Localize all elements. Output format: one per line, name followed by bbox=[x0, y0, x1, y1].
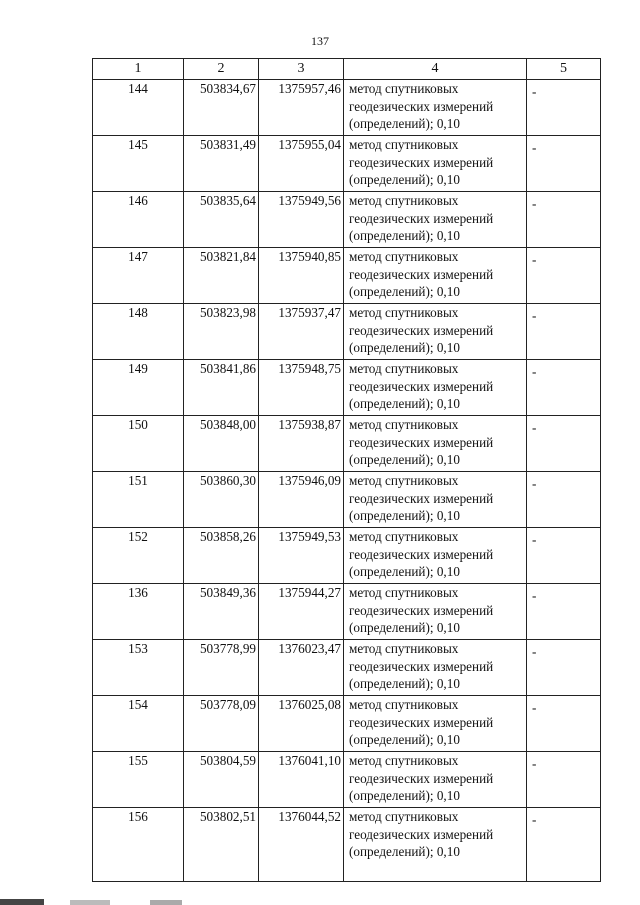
point-number-cell: 147 bbox=[93, 248, 184, 304]
method-line-3: (определений); 0,10 bbox=[349, 620, 460, 635]
method-line-2: геодезических измерений bbox=[349, 322, 494, 338]
table-row bbox=[93, 752, 601, 808]
point-number-cell: 154 bbox=[93, 696, 184, 752]
column-header-3: 3 bbox=[259, 59, 344, 80]
method-line-3: (определений); 0,10 bbox=[349, 732, 460, 747]
method-cell bbox=[344, 752, 527, 808]
method-line-1: метод спутниковых bbox=[349, 753, 459, 768]
y-coordinate-cell: 1376041,10 bbox=[259, 752, 344, 808]
method-line-1: метод спутниковых bbox=[349, 529, 459, 544]
method-cell bbox=[344, 360, 527, 416]
method-cell bbox=[344, 192, 527, 248]
point-number-cell: 149 bbox=[93, 360, 184, 416]
table-row bbox=[93, 136, 601, 192]
table-row bbox=[93, 192, 601, 248]
bottom-edge-marks bbox=[0, 896, 640, 905]
note-cell: - bbox=[527, 248, 601, 304]
method-line-1: метод спутниковых bbox=[349, 81, 459, 96]
method-cell bbox=[344, 696, 527, 752]
method-line-2: геодезических измерений bbox=[349, 658, 494, 674]
coordinates-table bbox=[92, 58, 601, 882]
point-number-cell: 150 bbox=[93, 416, 184, 472]
y-coordinate-cell: 1375948,75 bbox=[259, 360, 344, 416]
y-coordinate-cell: 1376044,52 bbox=[259, 808, 344, 882]
method-line-3: (определений); 0,10 bbox=[349, 452, 460, 467]
point-number-cell: 145 bbox=[93, 136, 184, 192]
x-coordinate-cell: 503849,36 bbox=[184, 584, 259, 640]
note-cell: - bbox=[527, 528, 601, 584]
method-line-1: метод спутниковых bbox=[349, 809, 459, 824]
note-cell: - bbox=[527, 752, 601, 808]
method-line-1: метод спутниковых bbox=[349, 249, 459, 264]
method-line-3: (определений); 0,10 bbox=[349, 284, 460, 299]
method-line-2: геодезических измерений bbox=[349, 546, 494, 562]
column-header-4: 4 bbox=[344, 59, 527, 80]
note-cell: - bbox=[527, 304, 601, 360]
method-line-1: метод спутниковых bbox=[349, 473, 459, 488]
y-coordinate-cell: 1375955,04 bbox=[259, 136, 344, 192]
y-coordinate-cell: 1375946,09 bbox=[259, 472, 344, 528]
method-line-3: (определений); 0,10 bbox=[349, 788, 460, 803]
method-cell bbox=[344, 584, 527, 640]
x-coordinate-cell: 503804,59 bbox=[184, 752, 259, 808]
method-line-1: метод спутниковых bbox=[349, 361, 459, 376]
table-row bbox=[93, 584, 601, 640]
point-number-cell: 155 bbox=[93, 752, 184, 808]
method-line-1: метод спутниковых bbox=[349, 641, 459, 656]
note-cell: - bbox=[527, 472, 601, 528]
header-row bbox=[93, 59, 601, 80]
x-coordinate-cell: 503823,98 bbox=[184, 304, 259, 360]
table-body bbox=[93, 80, 601, 882]
method-line-3: (определений); 0,10 bbox=[349, 116, 460, 131]
y-coordinate-cell: 1375957,46 bbox=[259, 80, 344, 136]
y-coordinate-cell: 1375949,56 bbox=[259, 192, 344, 248]
method-line-3: (определений); 0,10 bbox=[349, 844, 460, 859]
method-line-2: геодезических измерений bbox=[349, 714, 494, 730]
method-line-2: геодезических измерений bbox=[349, 98, 494, 114]
method-line-3: (определений); 0,10 bbox=[349, 676, 460, 691]
point-number-cell: 144 bbox=[93, 80, 184, 136]
page-number: 137 bbox=[311, 34, 329, 48]
table-row bbox=[93, 472, 601, 528]
note-cell: - bbox=[527, 640, 601, 696]
y-coordinate-cell: 1375949,53 bbox=[259, 528, 344, 584]
note-cell: - bbox=[527, 416, 601, 472]
method-line-3: (определений); 0,10 bbox=[349, 396, 460, 411]
note-cell: - bbox=[527, 808, 601, 882]
column-header-1: 1 bbox=[93, 59, 184, 80]
note-cell: - bbox=[527, 80, 601, 136]
y-coordinate-cell: 1375940,85 bbox=[259, 248, 344, 304]
method-cell bbox=[344, 528, 527, 584]
point-number-cell: 152 bbox=[93, 528, 184, 584]
method-line-2: геодезических измерений bbox=[349, 210, 494, 226]
method-line-2: геодезических измерений bbox=[349, 602, 494, 618]
column-header-5: 5 bbox=[527, 59, 601, 80]
x-coordinate-cell: 503778,09 bbox=[184, 696, 259, 752]
x-coordinate-cell: 503821,84 bbox=[184, 248, 259, 304]
method-line-2: геодезических измерений bbox=[349, 770, 494, 786]
method-line-3: (определений); 0,10 bbox=[349, 228, 460, 243]
column-header-2: 2 bbox=[184, 59, 259, 80]
x-coordinate-cell: 503834,67 bbox=[184, 80, 259, 136]
point-number-cell: 146 bbox=[93, 192, 184, 248]
method-cell bbox=[344, 136, 527, 192]
x-coordinate-cell: 503835,64 bbox=[184, 192, 259, 248]
note-cell: - bbox=[527, 192, 601, 248]
y-coordinate-cell: 1376023,47 bbox=[259, 640, 344, 696]
method-line-1: метод спутниковых bbox=[349, 137, 459, 152]
method-line-2: геодезических измерений bbox=[349, 434, 494, 450]
method-cell bbox=[344, 472, 527, 528]
x-coordinate-cell: 503802,51 bbox=[184, 808, 259, 882]
x-coordinate-cell: 503841,86 bbox=[184, 360, 259, 416]
y-coordinate-cell: 1376025,08 bbox=[259, 696, 344, 752]
method-line-1: метод спутниковых bbox=[349, 193, 459, 208]
y-coordinate-cell: 1375937,47 bbox=[259, 304, 344, 360]
method-cell bbox=[344, 640, 527, 696]
table-row bbox=[93, 304, 601, 360]
method-line-2: геодезических измерений bbox=[349, 490, 494, 506]
x-coordinate-cell: 503860,30 bbox=[184, 472, 259, 528]
table-row bbox=[93, 808, 601, 882]
method-line-1: метод спутниковых bbox=[349, 697, 459, 712]
point-number-cell: 136 bbox=[93, 584, 184, 640]
method-cell bbox=[344, 80, 527, 136]
method-line-1: метод спутниковых bbox=[349, 585, 459, 600]
note-cell: - bbox=[527, 584, 601, 640]
method-line-3: (определений); 0,10 bbox=[349, 508, 460, 523]
note-cell: - bbox=[527, 360, 601, 416]
method-line-3: (определений); 0,10 bbox=[349, 340, 460, 355]
x-coordinate-cell: 503778,99 bbox=[184, 640, 259, 696]
x-coordinate-cell: 503831,49 bbox=[184, 136, 259, 192]
x-coordinate-cell: 503848,00 bbox=[184, 416, 259, 472]
method-line-3: (определений); 0,10 bbox=[349, 564, 460, 579]
method-line-2: геодезических измерений bbox=[349, 826, 494, 842]
method-line-2: геодезических измерений bbox=[349, 266, 494, 282]
method-cell bbox=[344, 248, 527, 304]
method-cell bbox=[344, 304, 527, 360]
x-coordinate-cell: 503858,26 bbox=[184, 528, 259, 584]
point-number-cell: 153 bbox=[93, 640, 184, 696]
table-row bbox=[93, 696, 601, 752]
method-line-2: геодезических измерений bbox=[349, 378, 494, 394]
table-row bbox=[93, 640, 601, 696]
point-number-cell: 151 bbox=[93, 472, 184, 528]
method-line-1: метод спутниковых bbox=[349, 417, 459, 432]
method-line-3: (определений); 0,10 bbox=[349, 172, 460, 187]
table-row bbox=[93, 416, 601, 472]
table-row bbox=[93, 248, 601, 304]
table-row bbox=[93, 528, 601, 584]
point-number-cell: 156 bbox=[93, 808, 184, 882]
y-coordinate-cell: 1375938,87 bbox=[259, 416, 344, 472]
point-number-cell: 148 bbox=[93, 304, 184, 360]
method-cell bbox=[344, 808, 527, 882]
method-line-1: метод спутниковых bbox=[349, 305, 459, 320]
method-cell bbox=[344, 416, 527, 472]
method-line-2: геодезических измерений bbox=[349, 154, 494, 170]
table-header bbox=[93, 59, 601, 80]
note-cell: - bbox=[527, 696, 601, 752]
table-row bbox=[93, 80, 601, 136]
note-cell: - bbox=[527, 136, 601, 192]
y-coordinate-cell: 1375944,27 bbox=[259, 584, 344, 640]
table-row bbox=[93, 360, 601, 416]
